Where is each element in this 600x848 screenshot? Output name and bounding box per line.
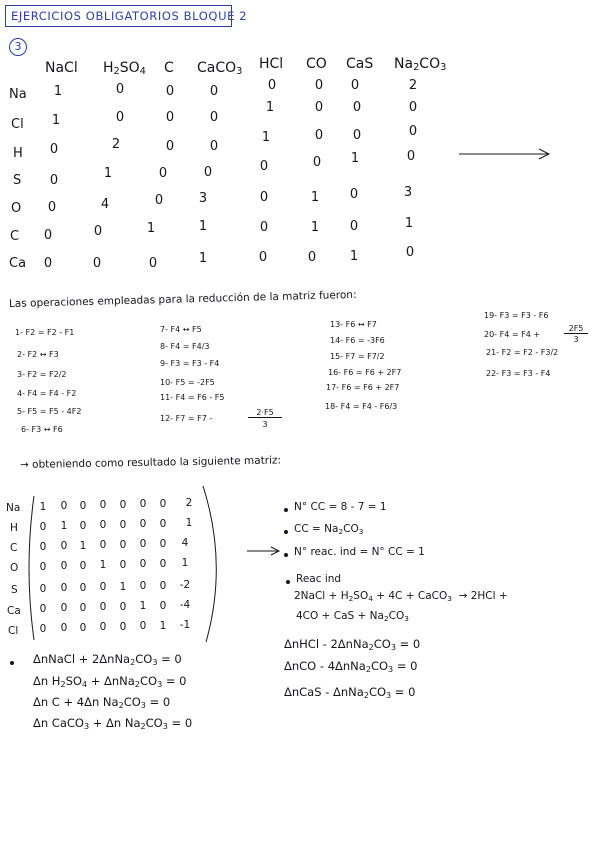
balance-equation: $\Delta nCO - 4\Delta nNa_2CO_3 = 0$ [284,659,418,674]
matrix-cell: 1 [146,221,156,236]
operation-step: 4- F4 = F4 - F2 [17,389,77,398]
matrix-cell: 3 [403,185,413,200]
matrix-cell: 0 [258,250,268,265]
reduced-matrix-cell: 0 [99,621,107,633]
arrow-right-icon [246,545,282,557]
reduced-matrix-cell: 0 [159,580,167,592]
operation-step: 10- F5 = -2F5 [160,378,215,387]
matrix-cell: 0 [408,100,418,115]
matrix-cell: 0 [405,245,415,260]
operation-step: 13- F6 ↔ F7 [330,320,377,329]
reduced-matrix-cell: -1 [179,619,191,631]
matrix-cell: 0 [92,256,102,271]
reduced-row-label: Cl [8,625,19,637]
matrix-cell: 2 [111,137,121,152]
reduced-matrix-cell: 0 [159,538,167,550]
matrix-bracket-right [200,484,224,644]
reduced-matrix-cell: 0 [39,603,47,615]
matrix-cell: 3 [198,191,208,206]
matrix-cell: 1 [198,219,208,234]
reduced-matrix-cell: 1 [185,517,193,529]
matrix-cell: 0 [209,84,219,99]
reduced-matrix-cell: 0 [39,541,47,553]
reaction-line-2: 4CO + CaS + $Na_2CO_3$ [296,610,409,623]
reduced-matrix-cell: 0 [79,622,87,634]
cc-species: CC = $Na_2CO_3$ [294,523,364,536]
page-title: EJERCICIOS OBLIGATORIOS BLOQUE 2 [11,9,248,23]
operation-step: 20- F4 = F4 + [484,330,541,339]
matrix-cell: 0 [154,193,164,208]
matrix-cell: 1 [103,166,113,181]
matrix-cell: 1 [404,216,414,231]
species-h2so4: $H_2SO_4$ [103,60,146,77]
matrix-cell: 1 [51,113,61,128]
fraction-numerator: 2·F5 [248,408,282,418]
reduced-matrix-cell: 0 [39,623,47,635]
balance-equation: ΔnHCl - $2\Delta nNa_2CO_3 = 0$ [284,637,421,652]
reduced-matrix-cell: 0 [159,498,167,510]
reduced-matrix-cell: 0 [79,520,87,532]
matrix-cell: 0 [165,139,175,154]
reduced-matrix-cell: 0 [79,500,87,512]
number-independent-reactions: N° reac. ind = N° CC = 1 [294,546,425,558]
matrix-cell: 0 [259,220,269,235]
operation-step: 16- F6 = F6 + 2F7 [328,368,402,377]
matrix-cell: 0 [115,110,125,125]
reduced-matrix-cell: 1 [181,557,189,569]
matrix-cell: 0 [349,187,359,202]
operation-step: 7- F4 ↔ F5 [160,325,202,334]
matrix-cell: 0 [352,128,362,143]
operation-step: 5- F5 = F5 - 4F2 [17,407,82,416]
matrix-cell: 0 [408,124,418,139]
operation-step: 15- F7 = F7/2 [330,352,385,361]
matrix-cell: 1 [53,84,63,99]
reduced-matrix-cell: 1 [79,540,87,552]
number-cc: N° CC = 8 - 7 = 1 [294,501,387,513]
reduced-matrix-cell: 0 [139,558,147,570]
reduced-matrix-cell: 0 [39,583,47,595]
balance-equation: Δn C + 4Δn $Na_2CO_3 = 0$ [33,695,171,710]
matrix-cell: 1 [349,249,359,264]
reduced-matrix-cell: 0 [60,540,68,552]
reduced-matrix-cell: 1 [39,501,47,513]
matrix-cell: 0 [406,149,416,164]
arrow-right-icon [458,146,553,162]
reduced-matrix-cell: 0 [119,621,127,633]
bullet [284,553,288,557]
reduced-matrix-cell: 0 [119,559,127,571]
reduced-matrix-cell: 4 [181,537,189,549]
operation-step: 19- F3 = F3 - F6 [484,311,549,320]
species-c: C [164,60,174,76]
operation-step: 22- F3 = F3 - F4 [486,369,551,378]
operation-step: 11- F4 = F6 - F5 [160,393,225,402]
species-cas: CaS [346,56,374,72]
bullet [10,661,14,665]
row-label: Ca [9,256,27,271]
row-label: O [11,201,22,216]
reduced-matrix-cell: -4 [179,599,191,611]
fraction-denominator: 3 [262,420,268,429]
reduced-matrix-cell: 0 [79,560,87,572]
reduced-matrix-cell: -2 [179,579,191,591]
matrix-cell: 0 [158,166,168,181]
reduced-matrix-cell: 1 [119,581,127,593]
reduced-matrix-cell: 0 [119,519,127,531]
reduced-matrix-cell: 0 [60,500,68,512]
matrix-cell: 0 [314,100,324,115]
matrix-cell: 1 [265,100,275,115]
operation-step: 14- F6 = -3F6 [330,336,385,345]
bullet [286,580,290,584]
row-label: S [13,173,22,188]
matrix-cell: 0 [43,256,53,271]
reaction-line-1: 2NaCl + $H_2SO_4 + 4C$ + CaCO$_3$ → 2HCl + [294,590,508,603]
reduced-matrix-cell: 0 [79,582,87,594]
reduced-row-label: S [11,584,18,596]
reaction-label: Reac ind [296,573,342,585]
row-label: C [10,229,20,244]
bullet [284,508,288,512]
fraction-denominator: 3 [573,335,579,344]
reduced-matrix-cell: 0 [99,519,107,531]
reduced-matrix-cell: 0 [119,601,127,613]
reduced-matrix-cell: 0 [139,580,147,592]
reduced-matrix-cell: 0 [159,600,167,612]
matrix-cell: 0 [312,155,322,170]
reduced-matrix-cell: 1 [99,559,107,571]
operation-step: 2- F2 ↔ F3 [17,350,59,359]
operation-step: 17- F6 = F6 + 2F7 [326,383,400,392]
reduced-matrix-cell: 0 [60,602,68,614]
reduced-matrix-cell: 2 [185,497,193,509]
matrix-cell: 0 [115,82,125,97]
reduced-matrix-cell: 0 [159,518,167,530]
matrix-cell: 1 [261,130,271,145]
reduced-matrix-cell: 0 [159,558,167,570]
matrix-cell: 0 [259,159,269,174]
matrix-cell: 0 [203,165,213,180]
species-na2co3: $Na_2CO_3$ [394,56,447,73]
operation-step: 3- F2 = F2/2 [17,370,67,379]
reduced-row-label: H [10,522,18,534]
reduced-matrix-cell: 0 [79,602,87,614]
matrix-cell: 1 [198,251,208,266]
matrix-cell: 0 [148,256,158,271]
reduced-matrix-cell: 1 [60,520,68,532]
operations-intro: Las operaciones empleadas para la reducción de la matriz fueron: [8,288,357,310]
reduced-matrix-cell: 0 [139,538,147,550]
reduced-matrix-cell: 1 [159,620,167,632]
matrix-cell: 0 [267,78,277,93]
species-caco3: CaCO$_3$ [197,60,243,77]
operation-step: 6- F3 ↔ F6 [21,425,63,434]
reduced-matrix-cell: 0 [60,560,68,572]
matrix-cell: 1 [310,220,320,235]
reduced-matrix-cell: 0 [99,601,107,613]
matrix-cell: 0 [93,224,103,239]
species-co: CO [306,56,327,72]
row-label: H [13,146,23,161]
matrix-cell: 0 [49,142,59,157]
matrix-cell: 0 [307,250,317,265]
row-label: Cl [11,117,24,132]
matrix-cell: 0 [43,228,53,243]
operation-step: 21- F2 = F2 - F3/2 [486,348,559,357]
matrix-cell: 0 [49,173,59,188]
reduced-matrix-cell: 0 [119,539,127,551]
operation-step: 8- F4 = F4/3 [160,342,210,351]
reduced-matrix-cell: 0 [119,499,127,511]
operation-step: 18- F4 = F4 - F6/3 [325,402,398,411]
matrix-bracket-left [22,494,36,642]
reduced-matrix-cell: 0 [99,499,107,511]
reduced-matrix-cell: 0 [139,620,147,632]
bullet [284,530,288,534]
matrix-cell: 4 [100,197,110,212]
matrix-cell: 0 [165,110,175,125]
balance-equation: Δn $H_2SO_4 + \Delta nNa_2CO_3 = 0$ [33,674,187,689]
matrix-cell: 0 [350,78,360,93]
operation-step: 9- F3 = F3 - F4 [160,359,220,368]
balance-equation: ΔnCaS - $\Delta nNa_2CO_3 = 0$ [284,685,416,700]
matrix-cell: 0 [349,219,359,234]
reduced-matrix-cell: 0 [139,498,147,510]
operation-step: 12- F7 = F7 - [160,414,213,423]
balance-equation: ΔnNaCl + $2\Delta nNa_2CO_3 = 0$ [33,652,182,667]
fraction-numerator: 2F5 [564,324,588,334]
reduced-matrix-cell: 0 [39,561,47,573]
reduced-matrix-cell: 0 [60,622,68,634]
exercise-number: 3 [9,38,27,56]
matrix-cell: 0 [259,190,269,205]
reduced-matrix-cell: 1 [139,600,147,612]
species-hcl: HCl [259,56,284,72]
reduced-matrix-cell: 0 [99,539,107,551]
matrix-cell: 2 [408,78,418,93]
matrix-cell: 0 [209,110,219,125]
matrix-cell: 1 [350,151,360,166]
matrix-cell: 1 [310,190,320,205]
matrix-cell: 0 [209,139,219,154]
operation-step: 1- F2 = F2 - F1 [15,328,75,337]
species-nacl: NaCl [45,60,78,76]
balance-equation: Δn CaCO$_3$ + Δn $Na_2CO_3 = 0$ [33,716,193,731]
reduced-row-label: C [10,542,18,554]
matrix-cell: 0 [47,200,57,215]
reduced-matrix-cell: 0 [39,521,47,533]
result-intro: → obteniendo como resultado la siguiente matriz: [19,454,282,471]
reduced-matrix-cell: 0 [60,582,68,594]
reduced-row-label: Ca [7,605,21,617]
matrix-cell: 0 [314,128,324,143]
matrix-cell: 0 [352,100,362,115]
reduced-row-label: O [10,562,19,574]
reduced-matrix-cell: 0 [99,581,107,593]
matrix-cell: 0 [314,78,324,93]
reduced-matrix-cell: 0 [139,518,147,530]
row-label: Na [9,87,27,102]
matrix-cell: 0 [165,84,175,99]
reduced-row-label: Na [6,502,21,514]
